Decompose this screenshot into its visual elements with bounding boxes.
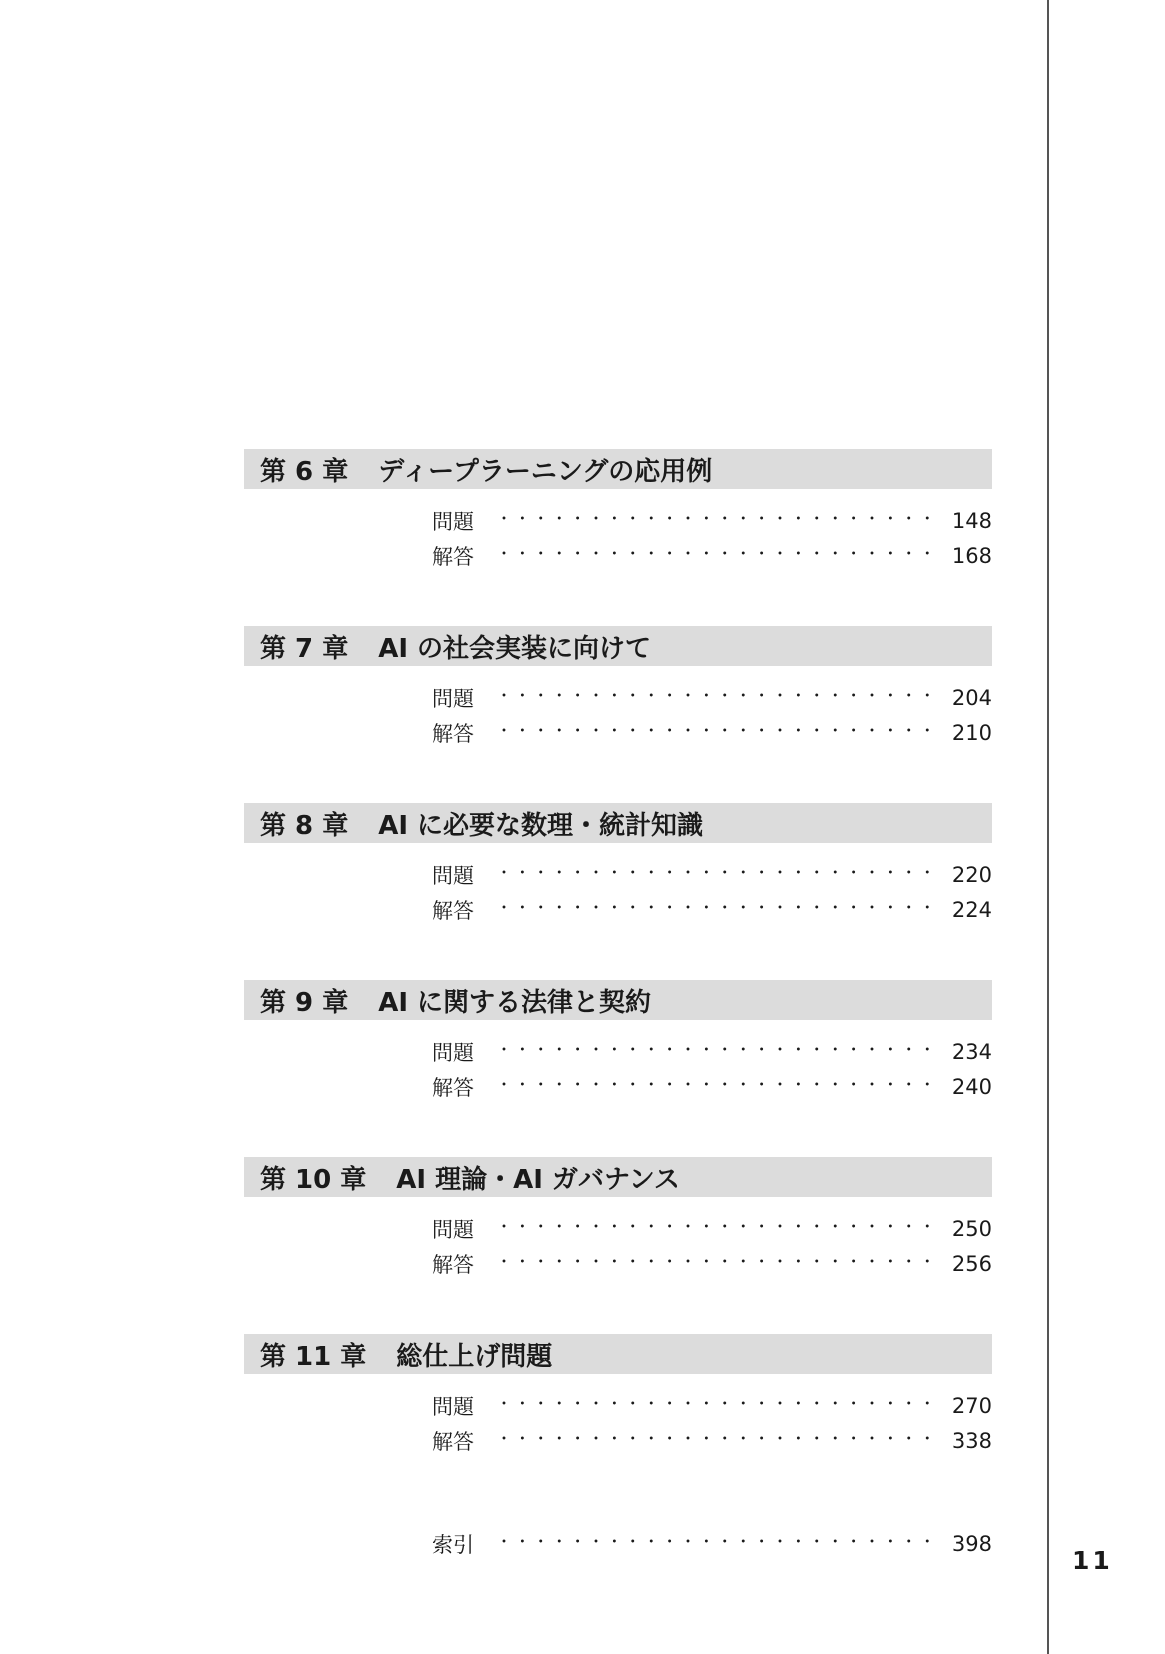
chapter-entries (244, 1020, 992, 1104)
entry-page-number: 240 (951, 1074, 992, 1099)
chapter-title: AI の社会実装に向けて (378, 633, 652, 664)
dot-leader (496, 861, 942, 885)
chapter-title: ディープラーニングの応用例 (378, 456, 713, 487)
toc-entry-problems[interactable] (432, 1211, 992, 1246)
toc-entry-answers[interactable] (432, 538, 992, 573)
dot-leader (496, 1427, 942, 1451)
chapter-heading[interactable] (244, 1334, 992, 1374)
toc-entry-answers[interactable] (432, 1423, 992, 1458)
entry-label: 解答 (432, 1429, 474, 1454)
entry-label: 解答 (432, 1075, 474, 1100)
entry-label: 解答 (432, 544, 474, 569)
dot-leader (496, 1250, 942, 1274)
chapter-number: 第 9 章 (260, 987, 349, 1018)
dot-leader (496, 1530, 942, 1554)
toc-entry-problems[interactable] (432, 1388, 992, 1423)
chapter-9 (244, 980, 992, 1157)
entry-label: 問題 (432, 1040, 474, 1065)
chapter-entries (244, 843, 992, 927)
entry-label: 問題 (432, 686, 474, 711)
chapter-heading[interactable] (244, 449, 992, 489)
entry-page-number: 220 (951, 862, 992, 887)
entry-label: 解答 (432, 1252, 474, 1277)
dot-leader (496, 1038, 942, 1062)
chapter-6 (244, 449, 992, 626)
entry-page-number: 234 (951, 1039, 992, 1064)
dot-leader (496, 896, 942, 920)
entry-page-number: 250 (951, 1216, 992, 1241)
dot-leader (496, 1215, 942, 1239)
toc-entry-answers[interactable] (432, 892, 992, 927)
toc-entry-problems[interactable] (432, 1034, 992, 1069)
table-of-contents (244, 449, 992, 1511)
entry-label: 問題 (432, 1394, 474, 1419)
entry-label: 解答 (432, 898, 474, 923)
entry-page-number: 168 (951, 543, 992, 568)
dot-leader (496, 1392, 942, 1416)
toc-entry-problems[interactable] (432, 503, 992, 538)
chapter-7 (244, 626, 992, 803)
dot-leader (496, 542, 942, 566)
page-edge-rule (1047, 0, 1049, 1654)
dot-leader (496, 1073, 942, 1097)
toc-entry-answers[interactable] (432, 1069, 992, 1104)
chapter-number: 第 10 章 (260, 1164, 367, 1195)
toc-entry-problems[interactable] (432, 857, 992, 892)
chapter-11 (244, 1334, 992, 1511)
entry-page-number: 210 (951, 720, 992, 745)
chapter-entries (244, 489, 992, 573)
chapter-number: 第 6 章 (260, 456, 349, 487)
chapter-number: 第 11 章 (260, 1341, 367, 1372)
chapter-title: AI 理論・AI ガバナンス (396, 1164, 680, 1195)
page-number: 11 (1072, 1546, 1113, 1575)
entry-label: 索引 (432, 1532, 474, 1557)
toc-entry-answers[interactable] (432, 715, 992, 750)
chapter-number: 第 7 章 (260, 633, 349, 664)
chapter-heading[interactable] (244, 803, 992, 843)
chapter-entries (244, 666, 992, 750)
dot-leader (496, 719, 942, 743)
toc-entry-problems[interactable] (432, 680, 992, 715)
entry-page-number: 398 (951, 1531, 992, 1556)
entry-label: 解答 (432, 721, 474, 746)
chapter-entries (244, 1197, 992, 1281)
entry-label: 問題 (432, 863, 474, 888)
entry-page-number: 224 (951, 897, 992, 922)
entry-page-number: 256 (951, 1251, 992, 1276)
entry-page-number: 204 (951, 685, 992, 710)
entry-page-number: 338 (951, 1428, 992, 1453)
chapter-title: AI に関する法律と契約 (378, 987, 652, 1018)
entry-page-number: 270 (951, 1393, 992, 1418)
toc-entry-answers[interactable] (432, 1246, 992, 1281)
chapter-heading[interactable] (244, 626, 992, 666)
chapter-8 (244, 803, 992, 980)
chapter-heading[interactable] (244, 980, 992, 1020)
entry-label: 問題 (432, 509, 474, 534)
dot-leader (496, 684, 942, 708)
chapter-10 (244, 1157, 992, 1334)
chapter-heading[interactable] (244, 1157, 992, 1197)
toc-entry-index[interactable] (432, 1526, 992, 1561)
chapter-title: AI に必要な数理・統計知識 (378, 810, 704, 841)
dot-leader (496, 507, 942, 531)
entry-label: 問題 (432, 1217, 474, 1242)
chapter-entries (244, 1374, 992, 1458)
entry-page-number: 148 (951, 508, 992, 533)
chapter-number: 第 8 章 (260, 810, 349, 841)
chapter-title: 総仕上げ問題 (396, 1341, 553, 1372)
